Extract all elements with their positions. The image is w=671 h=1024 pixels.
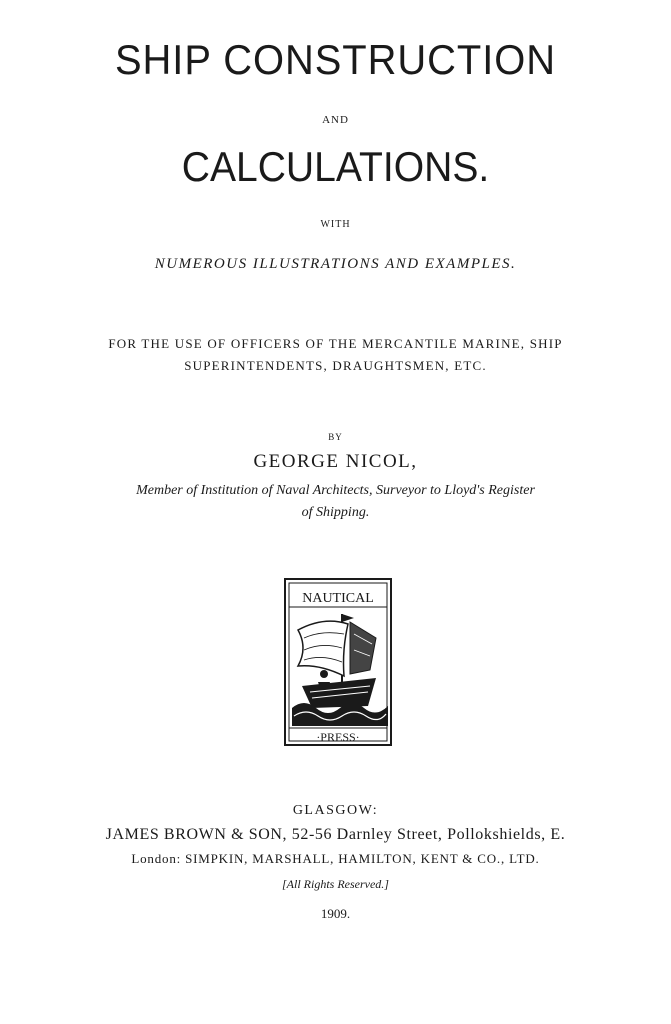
purpose-line-2: SUPERINTENDENTS, DRAUGHTSMEN, ETC.	[184, 358, 487, 373]
subtitle: NUMEROUS ILLUSTRATIONS AND EXAMPLES.	[154, 256, 517, 272]
author-name: GEORGE NICOL,	[253, 451, 418, 472]
emblem-top-text: NAUTICAL	[302, 591, 374, 606]
author-credentials-line-1: Member of Institution of Naval Architects, Surveyor to Lloyd's Register	[136, 483, 535, 498]
with-text: WITH	[320, 219, 351, 230]
book-title-line-2: CALCULATIONS.	[181, 143, 490, 190]
purpose-line-1: FOR THE USE OF OFFICERS OF THE MERCANTILE MARINE, SHIP	[108, 336, 563, 351]
emblem-bottom-text: ·PRESS·	[316, 730, 360, 744]
by-text: BY	[328, 432, 343, 442]
publisher-line: JAMES BROWN & SON, 52-56 Darnley Street, Pollokshields, E.	[105, 826, 566, 843]
author-credentials-line-2: of Shipping.	[301, 505, 370, 520]
publication-year: 1909.	[320, 906, 351, 921]
london-publisher-line: London: SIMPKIN, MARSHALL, HAMILTON, KENT & CO., LTD.	[131, 851, 540, 866]
book-title-line-1: SHIP CONSTRUCTION	[114, 36, 557, 83]
publisher-emblem	[284, 578, 392, 746]
conjunction-text: AND	[322, 114, 349, 126]
rights-notice: [All Rights Reserved.]	[282, 877, 389, 891]
publication-place: GLASGOW:	[292, 803, 379, 818]
